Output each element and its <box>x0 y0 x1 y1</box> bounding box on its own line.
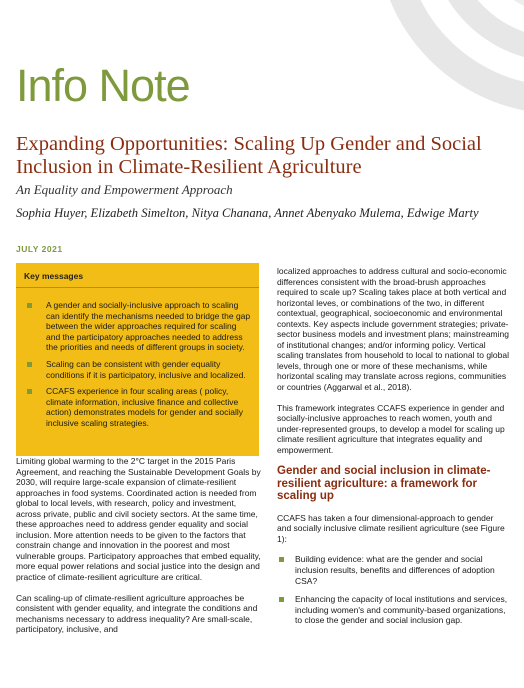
bullet-square-icon <box>27 389 32 394</box>
section-intro: CCAFS has taken a four dimensional-approach to gender and socially inclusive climate resilient agriculture (see Figure 1): <box>277 512 505 544</box>
right-column <box>277 266 509 634</box>
publication-date: JULY 2021 <box>16 244 63 254</box>
body-paragraph: Can scaling-up of climate-resilient agriculture approaches be consistent with gender equality, and integrate the conditions and mechanisms necessary to address inequality? Are small-scale, participatory, inclusive, and <box>16 592 258 635</box>
body-paragraph: Limiting global warming to the 2°C target in the 2015 Paris Agreement, and reaching the Sustainable Development Goals by 2030, will require large-scale expansion of climate-resilient approaches in food systems. Coordinated action is needed from global to local levels, with research, policy and investment, across private, public and civil society sectors. At the same time, these approaches need to address gender equality and social inclusion. More attention needs to be given to the factors that constrain change and innovation in the poorest and most vulnerable groups. Participatory approaches that embed equality, more equal power relations and social justice into the design and practice of climate-resilient agriculture are critical. <box>16 456 261 583</box>
bullet-square-icon <box>27 362 32 367</box>
bullet-square-icon <box>279 557 284 562</box>
info-note-brand: Info Note <box>16 60 190 111</box>
key-message-item: Scaling can be consistent with gender equality conditions if it is participatory, inclusive and localized. <box>24 359 252 380</box>
framework-bullet-list <box>277 554 509 625</box>
document-subtitle: An Equality and Empowerment Approach <box>16 182 233 197</box>
document-title: Expanding Opportunities: Scaling Up Gender and Social Inclusion in Climate-Resilient Agriculture <box>16 133 482 178</box>
section-heading: Gender and social inclusion in climate-resilient agriculture: a framework for scaling up <box>277 465 491 503</box>
list-item: Enhancing the capacity of local institutions and services, including women's and community-based organizations, to close the gender and social inclusion gap. <box>277 594 509 626</box>
key-message-item: CCAFS experience in four scaling areas ( policy, climate information, inclusive finance and collective action) demonstrates models for gender and socially inclusive scaling strategies. <box>24 386 252 428</box>
bullet-square-icon <box>279 597 284 602</box>
key-messages-list <box>24 300 252 435</box>
key-message-item: A gender and socially-inclusive approach to scaling can identify the mechanisms needed to bridge the gap between the wider approaches required for scaling and the participatory approaches needed to address the priorities and needs of different groups in society. <box>24 300 252 353</box>
key-messages-box <box>16 263 259 456</box>
key-messages-divider <box>16 287 259 288</box>
body-paragraph: localized approaches to address cultural and socio-economic differences consistent with the broad-brush approaches required to scale up? Scaling takes place at both vertical and horizontal leves, or combinations of the two, in different contextual, geographical, socioeconomic and environmental contexts. Key aspects include government strategies; private-sector business models and investment plans; mainstreaming of institutional changes; and/or informing policy. Vertical scaling translates from household to local to national to global levels, through one or more of these mechanisms, while horizontal scaling may translate across regions, communities or countries (Aggarwal et al., 2018). <box>277 266 510 393</box>
bullet-square-icon <box>27 303 32 308</box>
body-paragraph: This framework integrates CCAFS experience in gender and socially-inclusive approaches to reach women, youth and under-represented groups, to develop a model for scaling up climate resilient agriculture that integrates equality and empowerment. <box>277 402 505 455</box>
left-column <box>16 456 261 645</box>
list-item: Building evidence: what are the gender and social inclusion results, benefits and differences of adoption CSA? <box>277 554 509 586</box>
authors: Sophia Huyer, Elizabeth Simelton, Nitya Chanana, Annet Abenyako Mulema, Edwige Marty <box>16 206 479 220</box>
key-messages-heading: Key messages <box>24 271 84 281</box>
